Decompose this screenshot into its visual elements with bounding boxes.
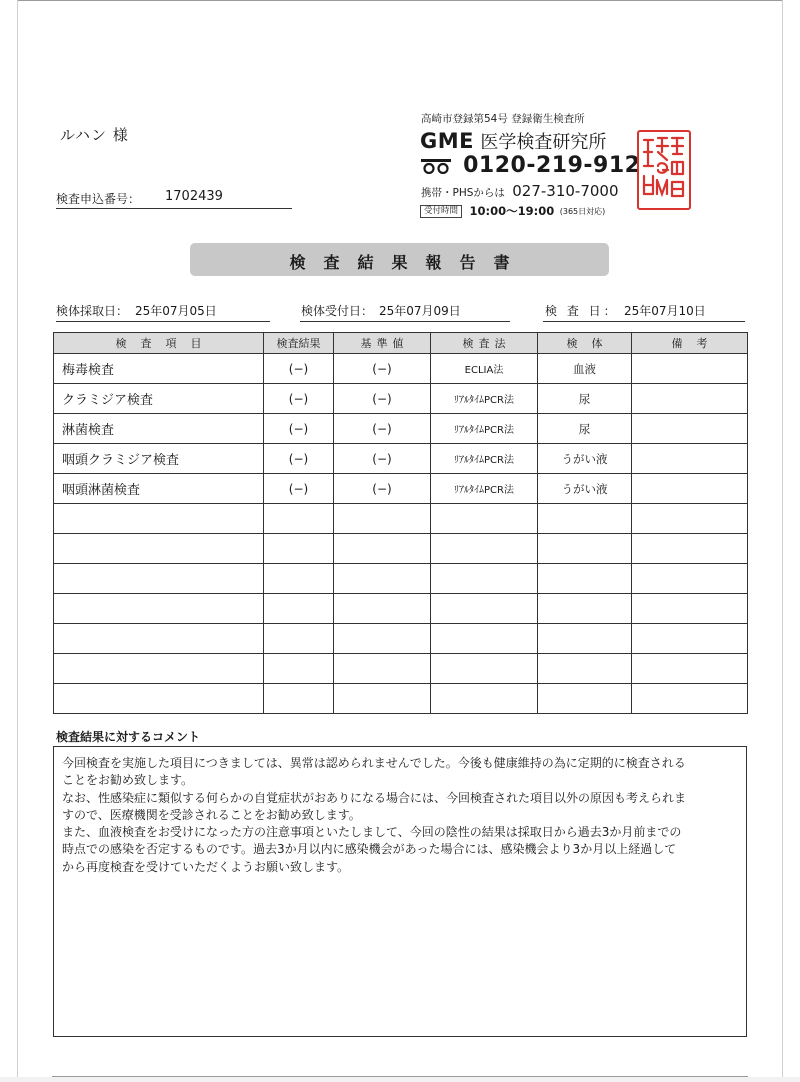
- page-gap: [0, 1077, 800, 1082]
- hours-label: 受付時間: [420, 205, 462, 218]
- comment-title: 検査結果に対するコメント: [56, 730, 201, 744]
- reception-hours: [420, 203, 605, 219]
- cell-specimen: うがい液: [538, 474, 632, 504]
- cell-item: 咽頭淋菌検査: [54, 474, 264, 504]
- cell-reference: (−): [334, 444, 431, 474]
- cell-result: (−): [264, 414, 334, 444]
- cell-note: [632, 444, 748, 474]
- comment-line: なお、性感染症に類似する何らかの自覚症状がおありになる場合には、今回検査された項目以外の原因も考えられま: [62, 790, 687, 805]
- lab-registration: 高崎市登録第54号 登録衛生検査所: [421, 113, 585, 125]
- cell-specimen: 血液: [538, 354, 632, 384]
- cell-result: (−): [264, 444, 334, 474]
- results-table: [53, 332, 748, 714]
- comment-line: ことをお勧め致します。: [62, 773, 194, 788]
- header-result: 検査結果: [264, 333, 334, 354]
- cell-method: ECLIA法: [431, 354, 538, 384]
- cell-note: [632, 384, 748, 414]
- received-date-label: 検体受付日：: [301, 304, 374, 318]
- comment-line: すので、医療機関を受診されることをお勧め致します。: [62, 807, 361, 822]
- header-reference: 基準値: [334, 333, 431, 354]
- table-row-empty: [54, 684, 748, 714]
- page-right-border: [782, 0, 783, 1082]
- received-date-value: 25年07月09日: [379, 304, 461, 318]
- cell-method: ﾘｱﾙﾀｲﾑPCR法: [431, 384, 538, 414]
- hours-note: (365日対応): [559, 206, 606, 216]
- cell-note: [632, 474, 748, 504]
- cell-result: (−): [264, 474, 334, 504]
- comment-line: 時点での感染を否定するものです。過去3か月以内に感染機会があった場合には、感染機会より3か月以上経過して: [62, 842, 677, 857]
- table-row: [54, 384, 748, 414]
- freedial-number: 0120-219-912: [463, 153, 641, 178]
- page-left-border: [17, 0, 18, 1082]
- table-row: [54, 354, 748, 384]
- cell-specimen: うがい液: [538, 444, 632, 474]
- cell-item: 梅毒検査: [54, 354, 264, 384]
- table-row-empty: [54, 594, 748, 624]
- mobile-contact: [421, 182, 619, 200]
- cell-specimen: 尿: [538, 414, 632, 444]
- page-top-border: [17, 0, 783, 1]
- collection-date-value: 25年07月05日: [135, 304, 217, 318]
- comment-box: [53, 746, 747, 1037]
- cell-reference: (−): [334, 384, 431, 414]
- cell-reference: (−): [334, 414, 431, 444]
- freedial-icon: [420, 158, 452, 174]
- company-seal: [637, 130, 691, 210]
- lab-name-text: 医学検査研究所: [480, 132, 607, 153]
- lab-name: [420, 128, 606, 154]
- table-row: [54, 414, 748, 444]
- header-note: 備考: [632, 333, 748, 354]
- cell-method: ﾘｱﾙﾀｲﾑPCR法: [431, 474, 538, 504]
- header-test-item: 検査項目: [54, 333, 264, 354]
- table-row-empty: [54, 504, 748, 534]
- cell-reference: (−): [334, 354, 431, 384]
- lab-brand: GME: [420, 129, 474, 153]
- cell-note: [632, 414, 748, 444]
- cell-item: 淋菌検査: [54, 414, 264, 444]
- test-date-label: 検 査 日：: [545, 304, 619, 318]
- test-date-value: 25年07月10日: [624, 304, 706, 318]
- application-underline: [56, 208, 292, 209]
- application-number-value: 1702439: [165, 189, 223, 204]
- table-header-row: [54, 333, 748, 354]
- comment-line: 今回検査を実施した項目につきましては、異常は認められませんでした。今後も健康維持の為に定期的に検査される: [62, 756, 686, 770]
- application-number-label: 検査申込番号：: [56, 192, 141, 206]
- report-title: 検査結果報告書: [289, 253, 528, 272]
- patient-name: ルハン 様: [60, 126, 129, 144]
- report-title-bar: [190, 243, 609, 276]
- hours-time: 10:00〜19:00: [469, 204, 555, 218]
- cell-result: (−): [264, 384, 334, 414]
- comment-line: また、血液検査をお受けになった方の注意事項といたしまして、今回の陰性の結果は採取日から過去3か月前までの: [62, 825, 682, 840]
- table-row-empty: [54, 654, 748, 684]
- cell-note: [632, 354, 748, 384]
- cell-method: ﾘｱﾙﾀｲﾑPCR法: [431, 414, 538, 444]
- mobile-number: 027-310-7000: [512, 182, 619, 200]
- header-specimen: 検体: [538, 333, 632, 354]
- mobile-label: 携帯・PHSからは: [421, 187, 505, 199]
- received-date-underline: [300, 321, 510, 322]
- cell-specimen: 尿: [538, 384, 632, 414]
- table-row-empty: [54, 564, 748, 594]
- collection-date-underline: [56, 321, 270, 322]
- comment-line: から再度検査を受けていただくようお願い致します。: [62, 859, 350, 874]
- cell-method: ﾘｱﾙﾀｲﾑPCR法: [431, 444, 538, 474]
- collection-date-label: 検体採取日：: [56, 304, 129, 318]
- table-row-empty: [54, 534, 748, 564]
- table-row: [54, 444, 748, 474]
- cell-item: 咽頭クラミジア検査: [54, 444, 264, 474]
- test-date-underline: [543, 321, 745, 322]
- freedial: [420, 153, 640, 178]
- seal-icon: [639, 132, 688, 207]
- table-row: [54, 474, 748, 504]
- cell-result: (−): [264, 354, 334, 384]
- header-method: 検査法: [431, 333, 538, 354]
- table-row-empty: [54, 624, 748, 654]
- cell-item: クラミジア検査: [54, 384, 264, 414]
- cell-reference: (−): [334, 474, 431, 504]
